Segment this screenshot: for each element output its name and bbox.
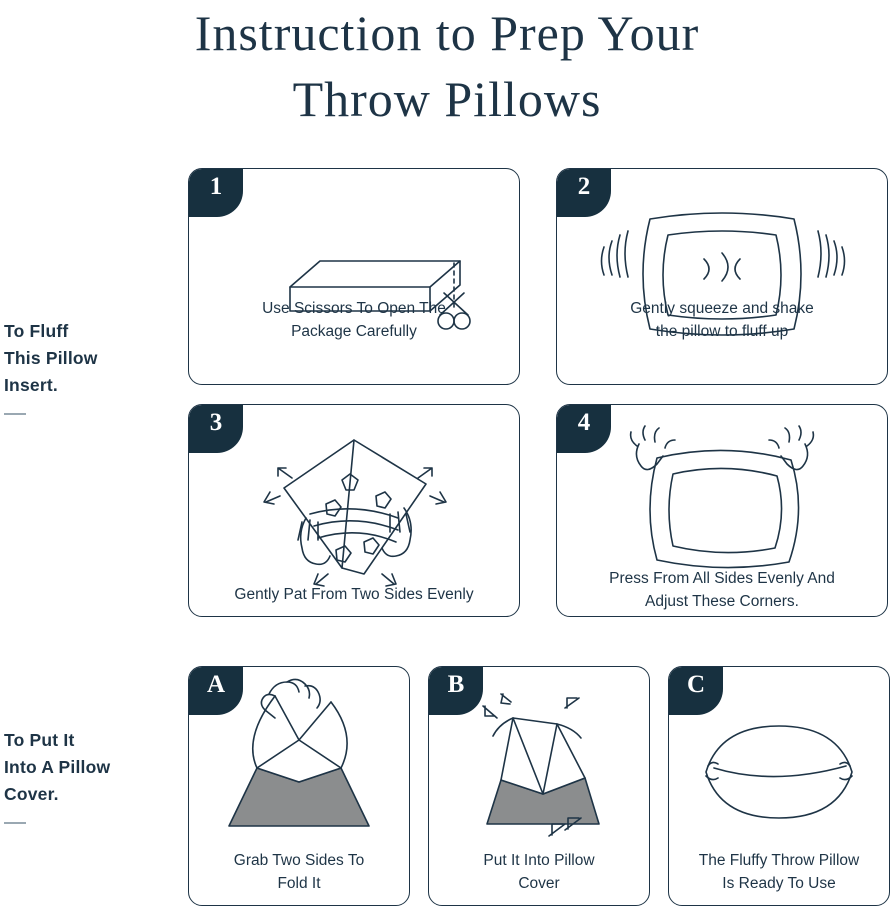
section-label-fluff (4, 318, 164, 415)
card-step-1-caption-line-1: Use Scissors To Open The (262, 300, 446, 317)
section-label-cover (4, 727, 169, 824)
step-badge-2: 2 (557, 169, 611, 217)
card-step-c-caption-line-2: Is Ready To Use (722, 875, 836, 892)
card-step-2-caption-line-2: the pillow to fluff up (655, 323, 789, 340)
card-step-2-caption (565, 297, 879, 343)
card-step-1[interactable] (188, 168, 520, 385)
card-step-b[interactable] (428, 666, 650, 906)
card-step-a-caption (197, 849, 401, 895)
card-step-4-caption (565, 567, 879, 613)
pillow-press-corners-icon (557, 419, 887, 579)
pillow-grab-fold-icon (189, 675, 409, 845)
card-step-a-caption-line-1: Grab Two Sides To (233, 852, 365, 869)
card-step-4-caption-line-1: Press From All Sides Evenly And (609, 570, 835, 587)
page-title-line-2: Throw Pillows (292, 71, 602, 127)
card-step-3-caption-line-1: Gently Pat From Two Sides Evenly (234, 586, 474, 603)
section-label-cover-line-3: Cover. (4, 784, 59, 804)
card-step-b-caption (437, 849, 641, 895)
card-step-a-caption-line-2: Fold It (277, 875, 321, 892)
card-step-1-caption (197, 297, 511, 343)
card-step-c-caption (677, 849, 881, 895)
card-step-3-caption (197, 583, 511, 606)
card-step-b-caption-line-1: Put It Into Pillow (483, 852, 595, 869)
fluffy-pillow-done-icon (669, 707, 889, 837)
step-badge-b: B (429, 667, 483, 715)
step-badge-4: 4 (557, 405, 611, 453)
section-divider-dash (4, 413, 26, 415)
step-badge-c: C (669, 667, 723, 715)
section-label-fluff-line-2: This Pillow (4, 348, 98, 368)
card-step-b-caption-line-2: Cover (518, 875, 560, 892)
card-step-c-caption-line-1: The Fluffy Throw Pillow (698, 852, 860, 869)
card-step-c[interactable] (668, 666, 890, 906)
card-step-4-caption-line-2: Adjust These Corners. (645, 593, 799, 610)
card-step-2[interactable] (556, 168, 888, 385)
card-step-2-caption-line-1: Gently squeeze and shake (630, 300, 814, 317)
pillow-package-scissors-icon (189, 191, 519, 381)
step-badge-a: A (189, 667, 243, 715)
pillow-into-cover-icon (429, 683, 649, 843)
page-title (0, 0, 894, 132)
card-step-4[interactable] (556, 404, 888, 617)
card-step-1-caption-line-2: Package Carefully (291, 323, 417, 340)
card-step-a[interactable] (188, 666, 410, 906)
section-label-cover-line-1: To Put It (4, 730, 75, 750)
step-badge-1: 1 (189, 169, 243, 217)
page-title-line-1: Instruction to Prep Your (194, 5, 700, 61)
card-step-3[interactable] (188, 404, 520, 617)
section-label-fluff-line-1: To Fluff (4, 321, 69, 341)
section-label-fluff-line-3: Insert. (4, 375, 58, 395)
section-divider-dash-2 (4, 822, 26, 824)
section-label-cover-line-2: Into A Pillow (4, 757, 111, 777)
pillow-pat-two-sides-icon (189, 419, 519, 589)
step-badge-3: 3 (189, 405, 243, 453)
